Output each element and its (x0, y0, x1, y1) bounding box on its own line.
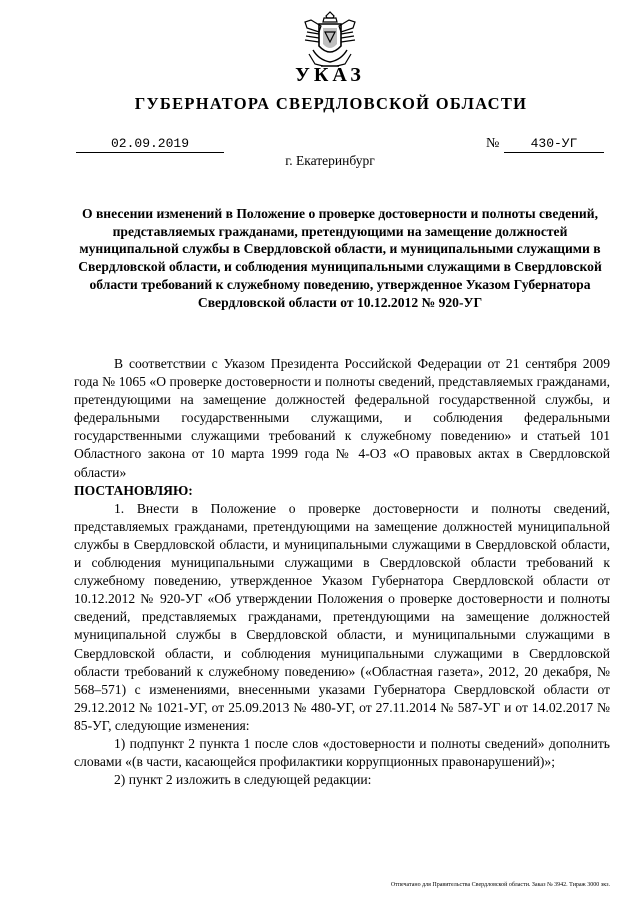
preamble-paragraph: В соответствии с Указом Президента Российской Федерации от 21 сентября 2009 года № 1065 «О проверке достоверности и полноты сведений, представляемых гражданами, претендующими на замещение должностей федеральной государственной службы, и федеральными государственными служащими, и соблюдения федеральными государственными служащими требований к служебному поведению» и статьей 101 Областного закона от 10 марта 1999 года № 4-ОЗ «О правовых актах в Свердловской области» (74, 356, 610, 480)
print-footer: Отпечатано для Правительства Свердловской области. Заказ № 3942. Тираж 3000 экз. (390, 882, 610, 888)
decree-word: ПОСТАНОВЛЯЮ: (74, 482, 193, 498)
decree-number: 430-УГ (504, 136, 604, 153)
document-type: УКАЗ (295, 64, 365, 86)
subitem-1-paragraph: 1) подпункт 2 пункта 1 после слов «достоверности и полноты сведений» дополнить словами «(в части, касающейся профилактики коррупционных правонарушений)»; (74, 735, 610, 770)
city: г. Екатеринбург (285, 153, 375, 168)
coat-of-arms-emblem (299, 6, 361, 70)
decree-date: 02.09.2019 (76, 136, 224, 153)
decree-body (74, 355, 610, 789)
number-sign: № (486, 136, 500, 151)
decree-title: О внесении изменений в Положение о проверке достоверности и полноты сведений, представляемых гражданами, претендующими на замещение должностей муниципальной службы в Свердловской области, и муниципальными служащими в Свердловской области, и соблюдения муниципальными служащими в Свердловской области требований к служебному поведению, утвержденное Указом Губернатора Свердловской области от 10.12.2012 № 920-УГ (78, 206, 602, 310)
item-1-paragraph: 1. Внести в Положение о проверке достоверности и полноты сведений, представляемых гражданами, претендующими на замещение должностей муниципальной службы в Свердловской области, и муниципальными служащими в Свердловской области, и соблюдения муниципальными служащими в Свердловской области требований к служебному поведению, утвержденное Указом Губернатора Свердловской области от 10.12.2012 № 920-УГ «Об утверждении Положения о проверке достоверности и полноты сведений, представляемых гражданами, претендующими на замещение должностей муниципальной службы в Свердловской области, и муниципальными служащими в Свердловской области, и соблюдения муниципальными служащими в Свердловской области требований к служебному поведению» («Областная газета», 2012, 20 декабря, № 568–571) с изменениями, внесенными указами Губернатора Свердловской области от 29.12.2012 № 1021-УГ, от 25.09.2013 № 480-УГ, от 27.11.2014 № 587-УГ и от 14.02.2017 № 85-УГ, следующие изменения: (74, 500, 610, 733)
subitem-2-paragraph: 2) пункт 2 изложить в следующей редакции: (114, 772, 372, 788)
issuer-name: ГУБЕРНАТОРА СВЕРДЛОВСКОЙ ОБЛАСТИ (134, 94, 528, 113)
